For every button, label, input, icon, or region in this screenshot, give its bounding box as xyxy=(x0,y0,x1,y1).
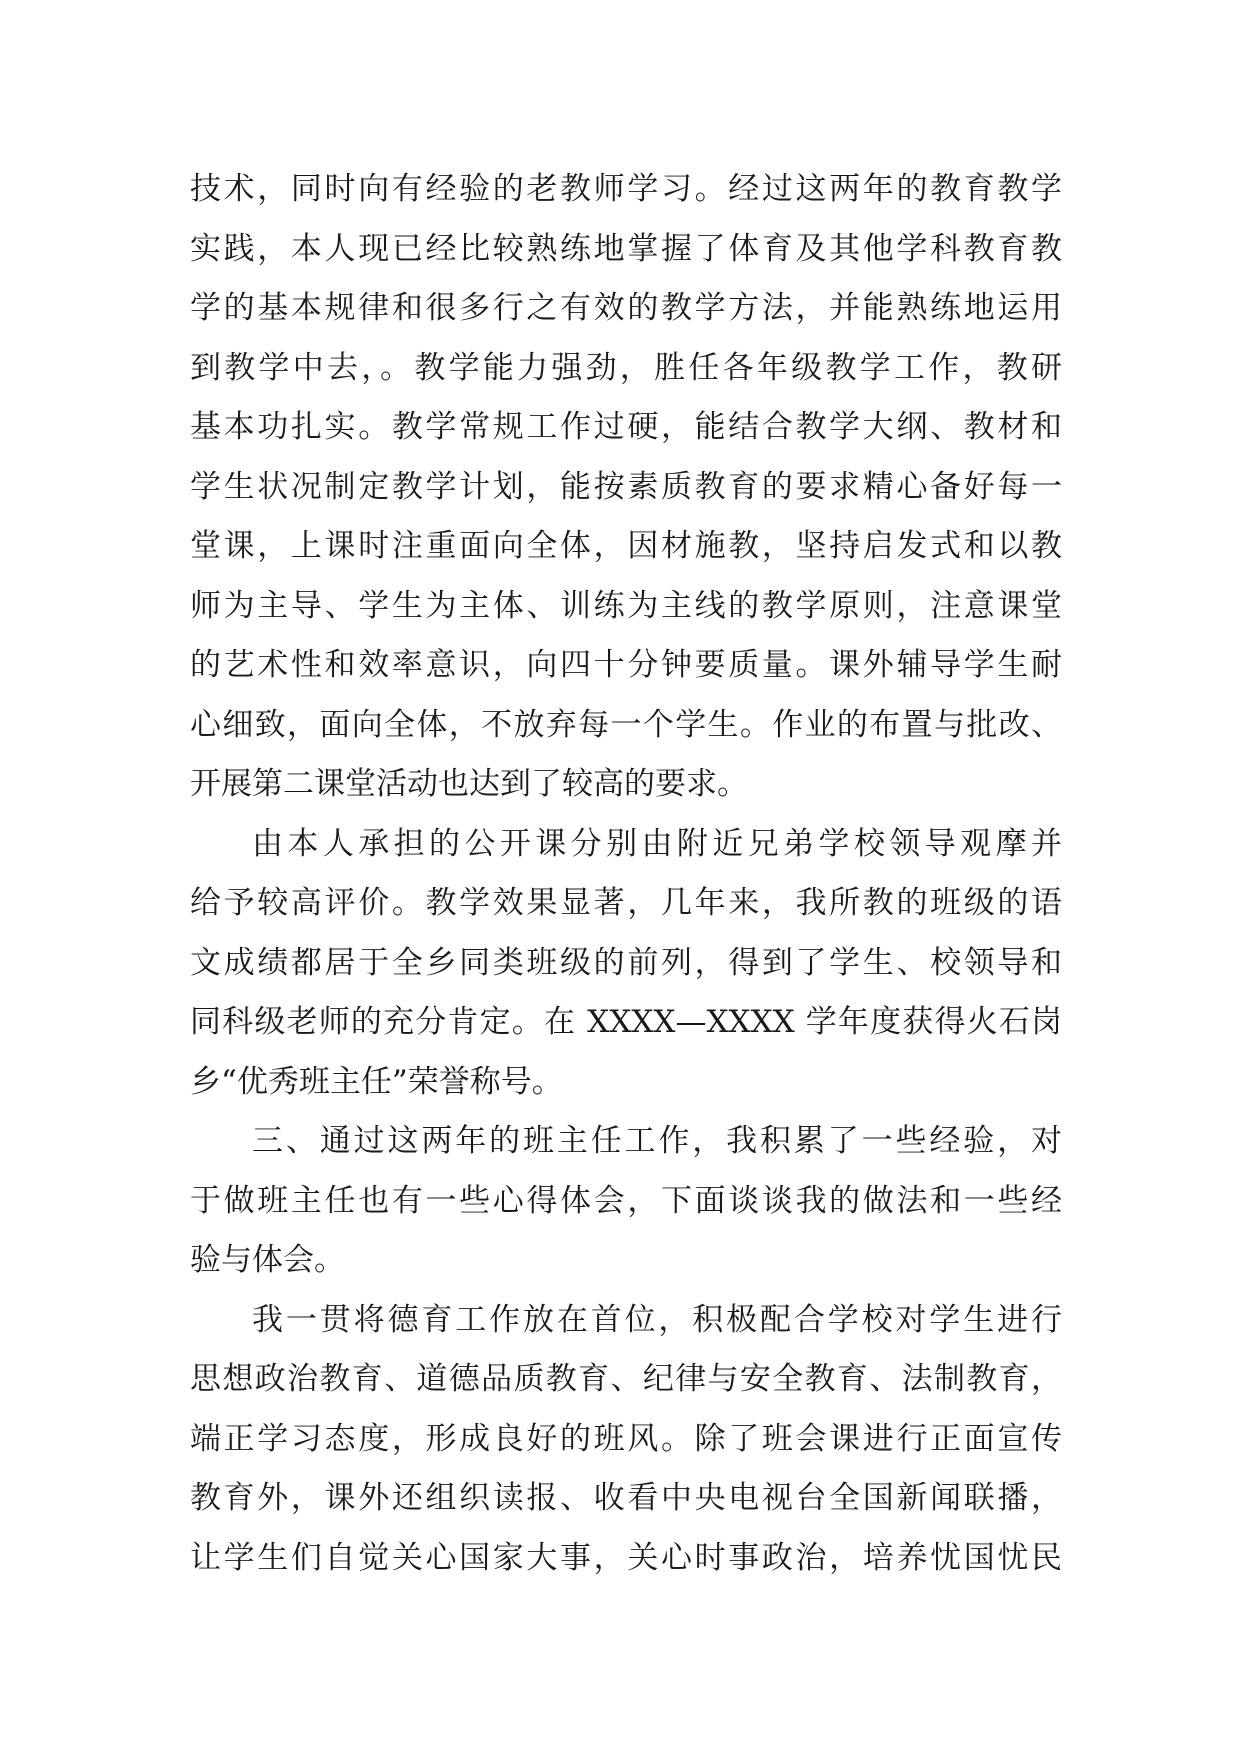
text-line: 由本人承担的公开课分别由附近兄弟学校领导观摩并 xyxy=(252,825,1062,862)
text-line: 学的基本规律和很多行之有效的教学方法，并能熟练地运用 xyxy=(190,290,1062,326)
text-line: 堂课，上课时注重面向全体，因材施教，坚持启发式和以教 xyxy=(190,528,1062,564)
text-line: 开展第二课堂活动也达到了较高的要求。 xyxy=(190,766,748,802)
text-line: 让学生们自觉关心国家大事，关心时事政治，培养忧国忧民 xyxy=(190,1539,1062,1576)
paragraph xyxy=(190,1291,1062,1589)
text-line: 文成绩都居于全乡同类班级的前列，得到了学生、校领导和 xyxy=(190,944,1062,981)
text-line: 给予较高评价。教学效果显著，几年来，我所教的班级的语 xyxy=(190,885,1062,921)
text-line: 到教学中去，。教学能力强劲，胜任各年级教学工作，教研 xyxy=(190,349,1062,386)
text-line: 师为主导、学生为主体、训练为主线的教学原则，注意课堂 xyxy=(190,587,1062,624)
text-line: 学生状况制定教学计划，能按素质教育的要求精心备好每一 xyxy=(190,468,1062,505)
text-line: 技术，同时向有经验的老教师学习。经过这两年的教育教学 xyxy=(190,171,1062,207)
text-line: 实践，本人现已经比较熟练地掌握了体育及其他学科教育教 xyxy=(190,230,1062,267)
paragraph xyxy=(190,160,1062,815)
text-line: 于做班主任也有一些心得体会，下面谈谈我的做法和一些经 xyxy=(190,1182,1062,1219)
text-line: 端正学习态度，形成良好的班风。除了班会课进行正面宣传 xyxy=(190,1420,1062,1457)
text-line: 我一贯将德育工作放在首位，积极配合学校对学生进行 xyxy=(252,1301,1062,1338)
paragraph xyxy=(190,1112,1062,1291)
text-line: 思想政治教育、道德品质教育、纪律与安全教育、法制教育， xyxy=(190,1361,1062,1397)
text-line: 验与体会。 xyxy=(190,1242,345,1278)
text-line: 乡“优秀班主任”荣誉称号。 xyxy=(190,1063,563,1100)
text-line: 同科级老师的充分肯定。在 XXXX—XXXX 学年度获得火石岗 xyxy=(190,1004,1062,1040)
paragraph xyxy=(190,815,1062,1113)
text-line: 心细致，面向全体，不放弃每一个学生。作业的布置与批改、 xyxy=(190,706,1062,743)
text-line: 教育外，课外还组织读报、收看中央电视台全国新闻联播， xyxy=(190,1480,1062,1516)
text-line: 三、通过这两年的班主任工作，我积累了一些经验，对 xyxy=(252,1123,1062,1159)
text-line: 的艺术性和效率意识，向四十分钟要质量。课外辅导学生耐 xyxy=(190,647,1062,683)
text-line: 基本功扎实。教学常规工作过硬，能结合教学大纲、教材和 xyxy=(190,409,1062,445)
body-text xyxy=(190,160,1062,1588)
